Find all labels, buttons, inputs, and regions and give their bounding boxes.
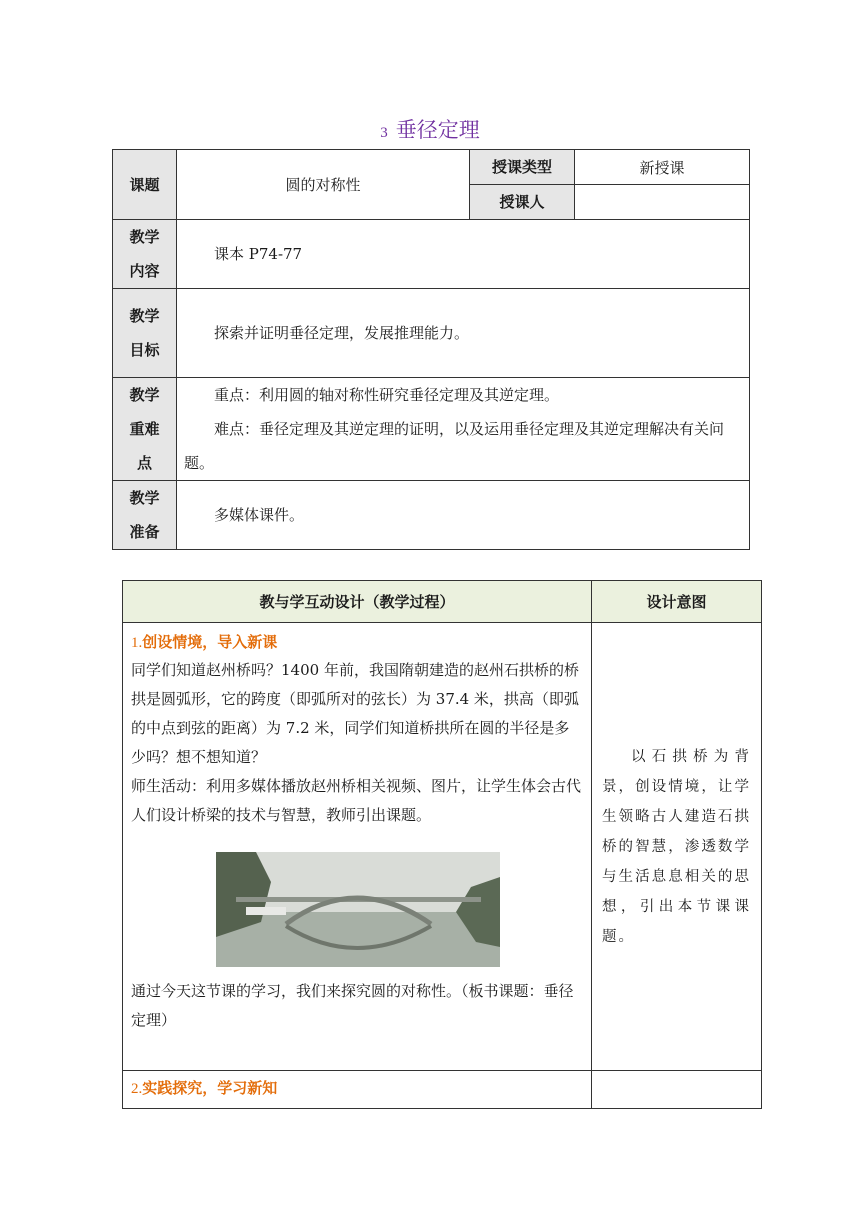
section-1-title: 创设情境，导入新课 xyxy=(142,633,278,651)
type-label: 授课类型 xyxy=(470,150,575,185)
key-line-2: 难点：垂径定理及其逆定理的证明，以及运用垂径定理及其逆定理解决有关问题。 xyxy=(184,420,725,472)
section-1-paragraph-2: 师生活动：利用多媒体播放赵州桥相关视频、图片，让学生体会古代人们设计桥梁的技术与智慧，教师引出课题。 xyxy=(131,777,582,824)
prep-label xyxy=(113,481,177,550)
lesson-info-table xyxy=(112,149,750,550)
topic-label: 课题 xyxy=(113,150,177,220)
process-header: 教与学互动设计（教学过程） xyxy=(123,581,592,623)
teaching-process-table xyxy=(122,580,762,1109)
prep-label-line-2: 准备 xyxy=(129,523,160,541)
section-1-paragraph-1: 同学们知道赵州桥吗？1400 年前，我国隋朝建造的赵州石拱桥的桥拱是圆弧形，它的跨度（即弧所对的弦长）为 37.4 米，拱高（即弧的中点到弦的距离）为 7.2 米，同学们知道桥拱所在圆的半径是多少吗？想不想知道？ xyxy=(131,661,579,766)
zhaozhou-bridge-photo xyxy=(216,852,500,967)
page-title xyxy=(0,114,860,144)
goal-label-line-2: 目标 xyxy=(129,341,160,359)
section-2-intent-cell xyxy=(592,1071,762,1109)
section-2-title: 实践探究，学习新知 xyxy=(142,1079,278,1097)
section-2-cell xyxy=(123,1071,592,1109)
content-value: 课本 P74-77 xyxy=(177,220,750,289)
intent-header: 设计意图 xyxy=(592,581,762,623)
type-value: 新授课 xyxy=(575,150,750,185)
topic-value: 圆的对称性 xyxy=(177,150,470,220)
section-2-number: 2. xyxy=(131,1081,143,1097)
section-2-heading xyxy=(131,1075,583,1102)
title-text: 垂径定理 xyxy=(395,118,480,142)
teacher-label: 授课人 xyxy=(470,185,575,220)
key-label-line-3: 点 xyxy=(136,454,152,472)
section-1-heading xyxy=(131,629,583,656)
content-label-line-2: 内容 xyxy=(129,262,160,280)
teacher-value xyxy=(575,185,750,220)
prep-label-line-1: 教学 xyxy=(129,489,160,507)
section-1-intent-cell xyxy=(592,623,762,1071)
key-value xyxy=(177,378,750,481)
key-label xyxy=(113,378,177,481)
bridge-image xyxy=(216,852,500,967)
section-1-paragraph-3: 通过今天这节课的学习，我们来探究圆的对称性。（板书课题：垂径定理） xyxy=(131,982,574,1029)
title-number: 3 xyxy=(380,125,388,141)
goal-label-line-1: 教学 xyxy=(129,307,160,325)
prep-value: 多媒体课件。 xyxy=(177,481,750,550)
key-label-line-2: 重难 xyxy=(129,420,160,438)
section-1-intent: 以石拱桥为背景，创设情境，让学生领略古人建造石拱桥的智慧，渗透数学与生活息息相关的思想，引出本节课课题。 xyxy=(602,748,751,945)
content-label-line-1: 教学 xyxy=(129,228,160,246)
goal-label xyxy=(113,289,177,378)
content-label xyxy=(113,220,177,289)
section-1-cell xyxy=(123,623,592,1071)
key-label-line-1: 教学 xyxy=(129,386,160,404)
key-line-1: 重点：利用圆的轴对称性研究垂径定理及其逆定理。 xyxy=(214,386,560,404)
section-1-number: 1. xyxy=(131,635,143,651)
goal-value: 探索并证明垂径定理，发展推理能力。 xyxy=(177,289,750,378)
